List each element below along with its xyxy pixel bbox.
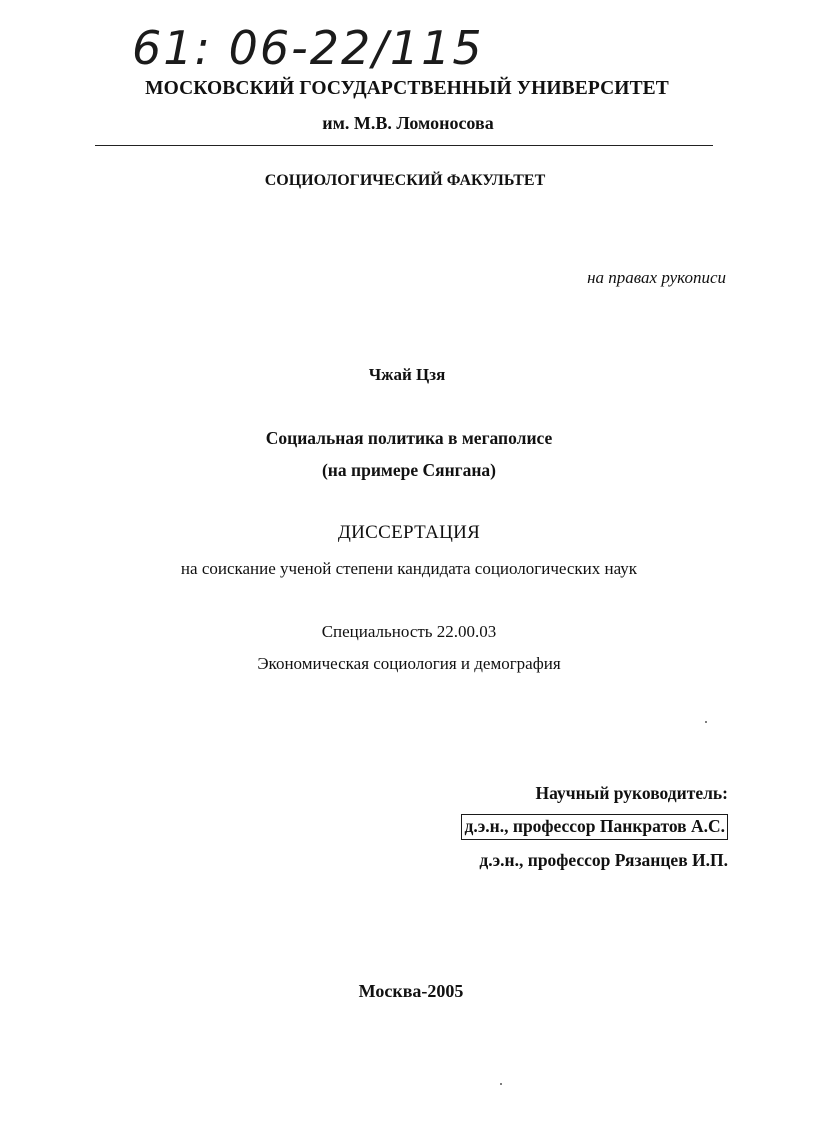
scan-speck [705,721,707,723]
header-divider [95,145,713,146]
specialty-name: Экономическая социология и демография [257,654,561,673]
advisor-1-boxed: д.э.н., профессор Панкратов А.С. [461,814,728,840]
handwritten-archive-number [128,8,484,80]
thesis-title-line1: Социальная политика в мегаполисе [265,428,553,448]
advisor-2: д.э.н., профессор Рязанцев И.П. [479,850,728,870]
university-name: МОСКОВСКИЙ ГОСУДАРСТВЕННЫЙ УНИВЕРСИТЕТ [145,78,669,99]
document-type: ДИССЕРТАЦИЯ [337,522,481,543]
manuscript-note: на правах рукописи [587,268,726,287]
degree-statement: на соискание ученой степени кандидата социологических наук [180,559,638,578]
faculty-name: СОЦИОЛОГИЧЕСКИЙ ФАКУЛЬТЕТ [264,172,546,189]
specialty-code: Специальность 22.00.03 [321,622,497,641]
author-name: Чжай Цзя [368,365,446,384]
thesis-title-line2: (на примере Сянгана) [321,460,497,480]
place-and-year: Москва-2005 [358,981,464,1001]
scan-speck [500,1083,502,1085]
advisor-heading: Научный руководитель: [535,783,728,803]
archive-code-text: 61: 06-22/115 [132,21,484,75]
university-named-after: им. М.В. Ломоносова [322,113,494,133]
